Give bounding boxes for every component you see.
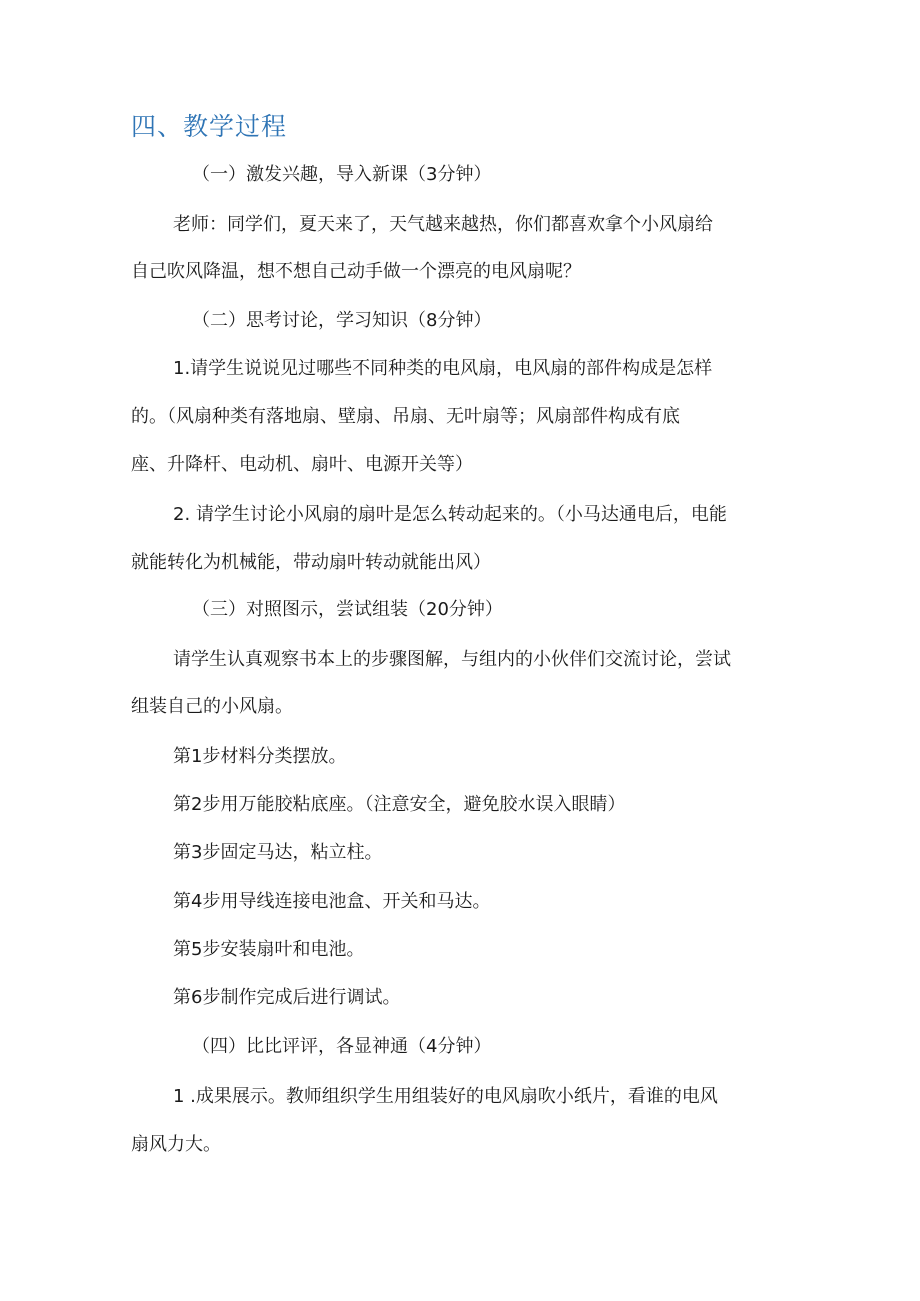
step-3: 第3步固定马达，粘立柱。 [173,842,383,863]
section2-item1-line2: 的。（风扇种类有落地扇、壁扇、吊扇、无叶扇等；风扇部件构成有底 [131,406,680,427]
section2-item2-line1: 2. 请学生讨论小风扇的扇叶是怎么转动起来的。（小马达通电后，电能 [173,504,727,525]
section-heading: 四、教学过程 [131,112,288,141]
step-4: 第4步用导线连接电池盒、开关和马达。 [173,891,491,912]
section2-item2-line2: 就能转化为机械能，带动扇叶转动就能出风） [131,552,491,573]
section3-paragraph-line2: 组装自己的小风扇。 [131,696,293,717]
section2-item1-line3: 座、升降杆、电动机、扇叶、电源开关等） [131,454,473,475]
section1-title: （一）激发兴趣，导入新课（3分钟） [192,164,492,185]
section4-title: （四）比比评评，各显神通（4分钟） [192,1036,492,1057]
section3-title: （三）对照图示，尝试组装（20分钟） [192,599,503,620]
section2-item1-line1: 1.请学生说说见过哪些不同种类的电风扇，电风扇的部件构成是怎样 [173,358,713,379]
step-5: 第5步安装扇叶和电池。 [173,939,365,960]
step-1: 第1步材料分类摆放。 [173,746,347,767]
section2-title: （二）思考讨论，学习知识（8分钟） [192,310,492,331]
step-2: 第2步用万能胶粘底座。（注意安全，避免胶水误入眼睛） [173,794,626,815]
section1-paragraph-line2: 自己吹风降温，想不想自己动手做一个漂亮的电风扇呢？ [131,261,581,282]
section4-item1-line1: 1 .成果展示。教师组织学生用组装好的电风扇吹小纸片，看谁的电风 [173,1086,718,1107]
section3-paragraph-line1: 请学生认真观察书本上的步骤图解，与组内的小伙伴们交流讨论，尝试 [173,649,731,670]
step-6: 第6步制作完成后进行调试。 [173,987,401,1008]
section4-item1-line2: 扇风力大。 [131,1134,221,1155]
section1-paragraph-line1: 老师：同学们，夏天来了，天气越来越热，你们都喜欢拿个小风扇给 [173,214,713,235]
